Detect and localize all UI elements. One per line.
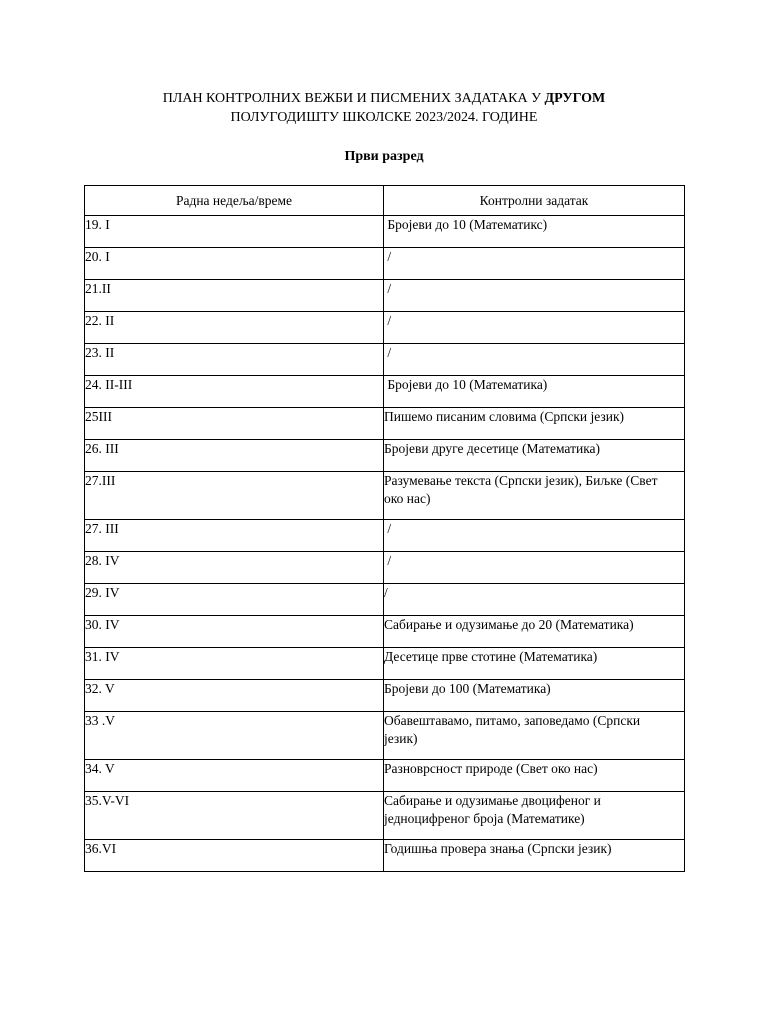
task-cell: Годишња провера знања (Српски језик) (384, 840, 685, 872)
task-cell: / (384, 344, 685, 376)
title-line-1 (84, 89, 684, 108)
task-cell: Бројеви до 10 (Математика) (384, 376, 685, 408)
week-cell: 33 .V (85, 712, 384, 760)
table-row (85, 552, 685, 584)
title-line-1-text: ПЛАН КОНТРОЛНИХ ВЕЖБИ И ПИСМЕНИХ ЗАДАТАКА У (162, 91, 545, 106)
week-cell: 27.III (85, 472, 384, 520)
table-row (85, 712, 685, 760)
page-title (84, 89, 684, 127)
task-cell: Разумевање текста (Српски језик), Биљке (Свет око нас) (384, 472, 685, 520)
table-row (85, 648, 685, 680)
task-cell: Сабирање и одузимање двоцифеног и једноцифреног броја (Математике) (384, 792, 685, 840)
task-cell: Бројеви до 100 (Математика) (384, 680, 685, 712)
table-row (85, 248, 685, 280)
week-cell: 27. III (85, 520, 384, 552)
week-cell: 30. IV (85, 616, 384, 648)
task-cell: Обавештавамо, питамо, заповедамо (Српски језик) (384, 712, 685, 760)
title-line-1-emphasis: ДРУГОМ (544, 91, 606, 106)
column-header-task: Контролни задатак (384, 186, 685, 216)
task-cell: / (384, 584, 685, 616)
week-cell: 31. IV (85, 648, 384, 680)
table-row (85, 344, 685, 376)
table-row (85, 680, 685, 712)
week-cell: 21.II (85, 280, 384, 312)
title-line-2: ПОЛУГОДИШТУ ШКОЛСКЕ 2023/2024. ГОДИНЕ (230, 110, 538, 125)
task-cell: / (384, 520, 685, 552)
table-row (85, 216, 685, 248)
week-cell: 26. III (85, 440, 384, 472)
table-row (85, 408, 685, 440)
week-cell: 34. V (85, 760, 384, 792)
week-cell: 19. I (85, 216, 384, 248)
table-row (85, 520, 685, 552)
task-cell: Разноврсност природе (Свет око нас) (384, 760, 685, 792)
task-cell: / (384, 248, 685, 280)
page-subtitle: Први разред (344, 149, 424, 164)
week-cell: 32. V (85, 680, 384, 712)
column-header-week: Радна недеља/време (85, 186, 384, 216)
table-row (85, 760, 685, 792)
week-cell: 35.V-VI (85, 792, 384, 840)
week-cell: 28. IV (85, 552, 384, 584)
task-cell: Сабирање и одузимање до 20 (Математика) (384, 616, 685, 648)
table-row (85, 616, 685, 648)
task-cell: Бројеви друге десетице (Математика) (384, 440, 685, 472)
table-row (85, 792, 685, 840)
week-cell: 20. I (85, 248, 384, 280)
week-cell: 25III (85, 408, 384, 440)
table-row (85, 840, 685, 872)
table-row (85, 584, 685, 616)
week-cell: 24. II-III (85, 376, 384, 408)
task-cell: Пишемо писаним словима (Српски језик) (384, 408, 685, 440)
task-cell: / (384, 280, 685, 312)
table-row (85, 312, 685, 344)
week-cell: 22. II (85, 312, 384, 344)
week-cell: 23. II (85, 344, 384, 376)
task-cell: / (384, 312, 685, 344)
plan-table (84, 185, 685, 872)
table-row (85, 376, 685, 408)
table-row (85, 472, 685, 520)
week-cell: 29. IV (85, 584, 384, 616)
week-cell: 36.VI (85, 840, 384, 872)
table-header-row (85, 186, 685, 216)
table-row (85, 440, 685, 472)
task-cell: / (384, 552, 685, 584)
task-cell: Десетице прве стотине (Математика) (384, 648, 685, 680)
table-row (85, 280, 685, 312)
task-cell: Бројеви до 10 (Математикс) (384, 216, 685, 248)
